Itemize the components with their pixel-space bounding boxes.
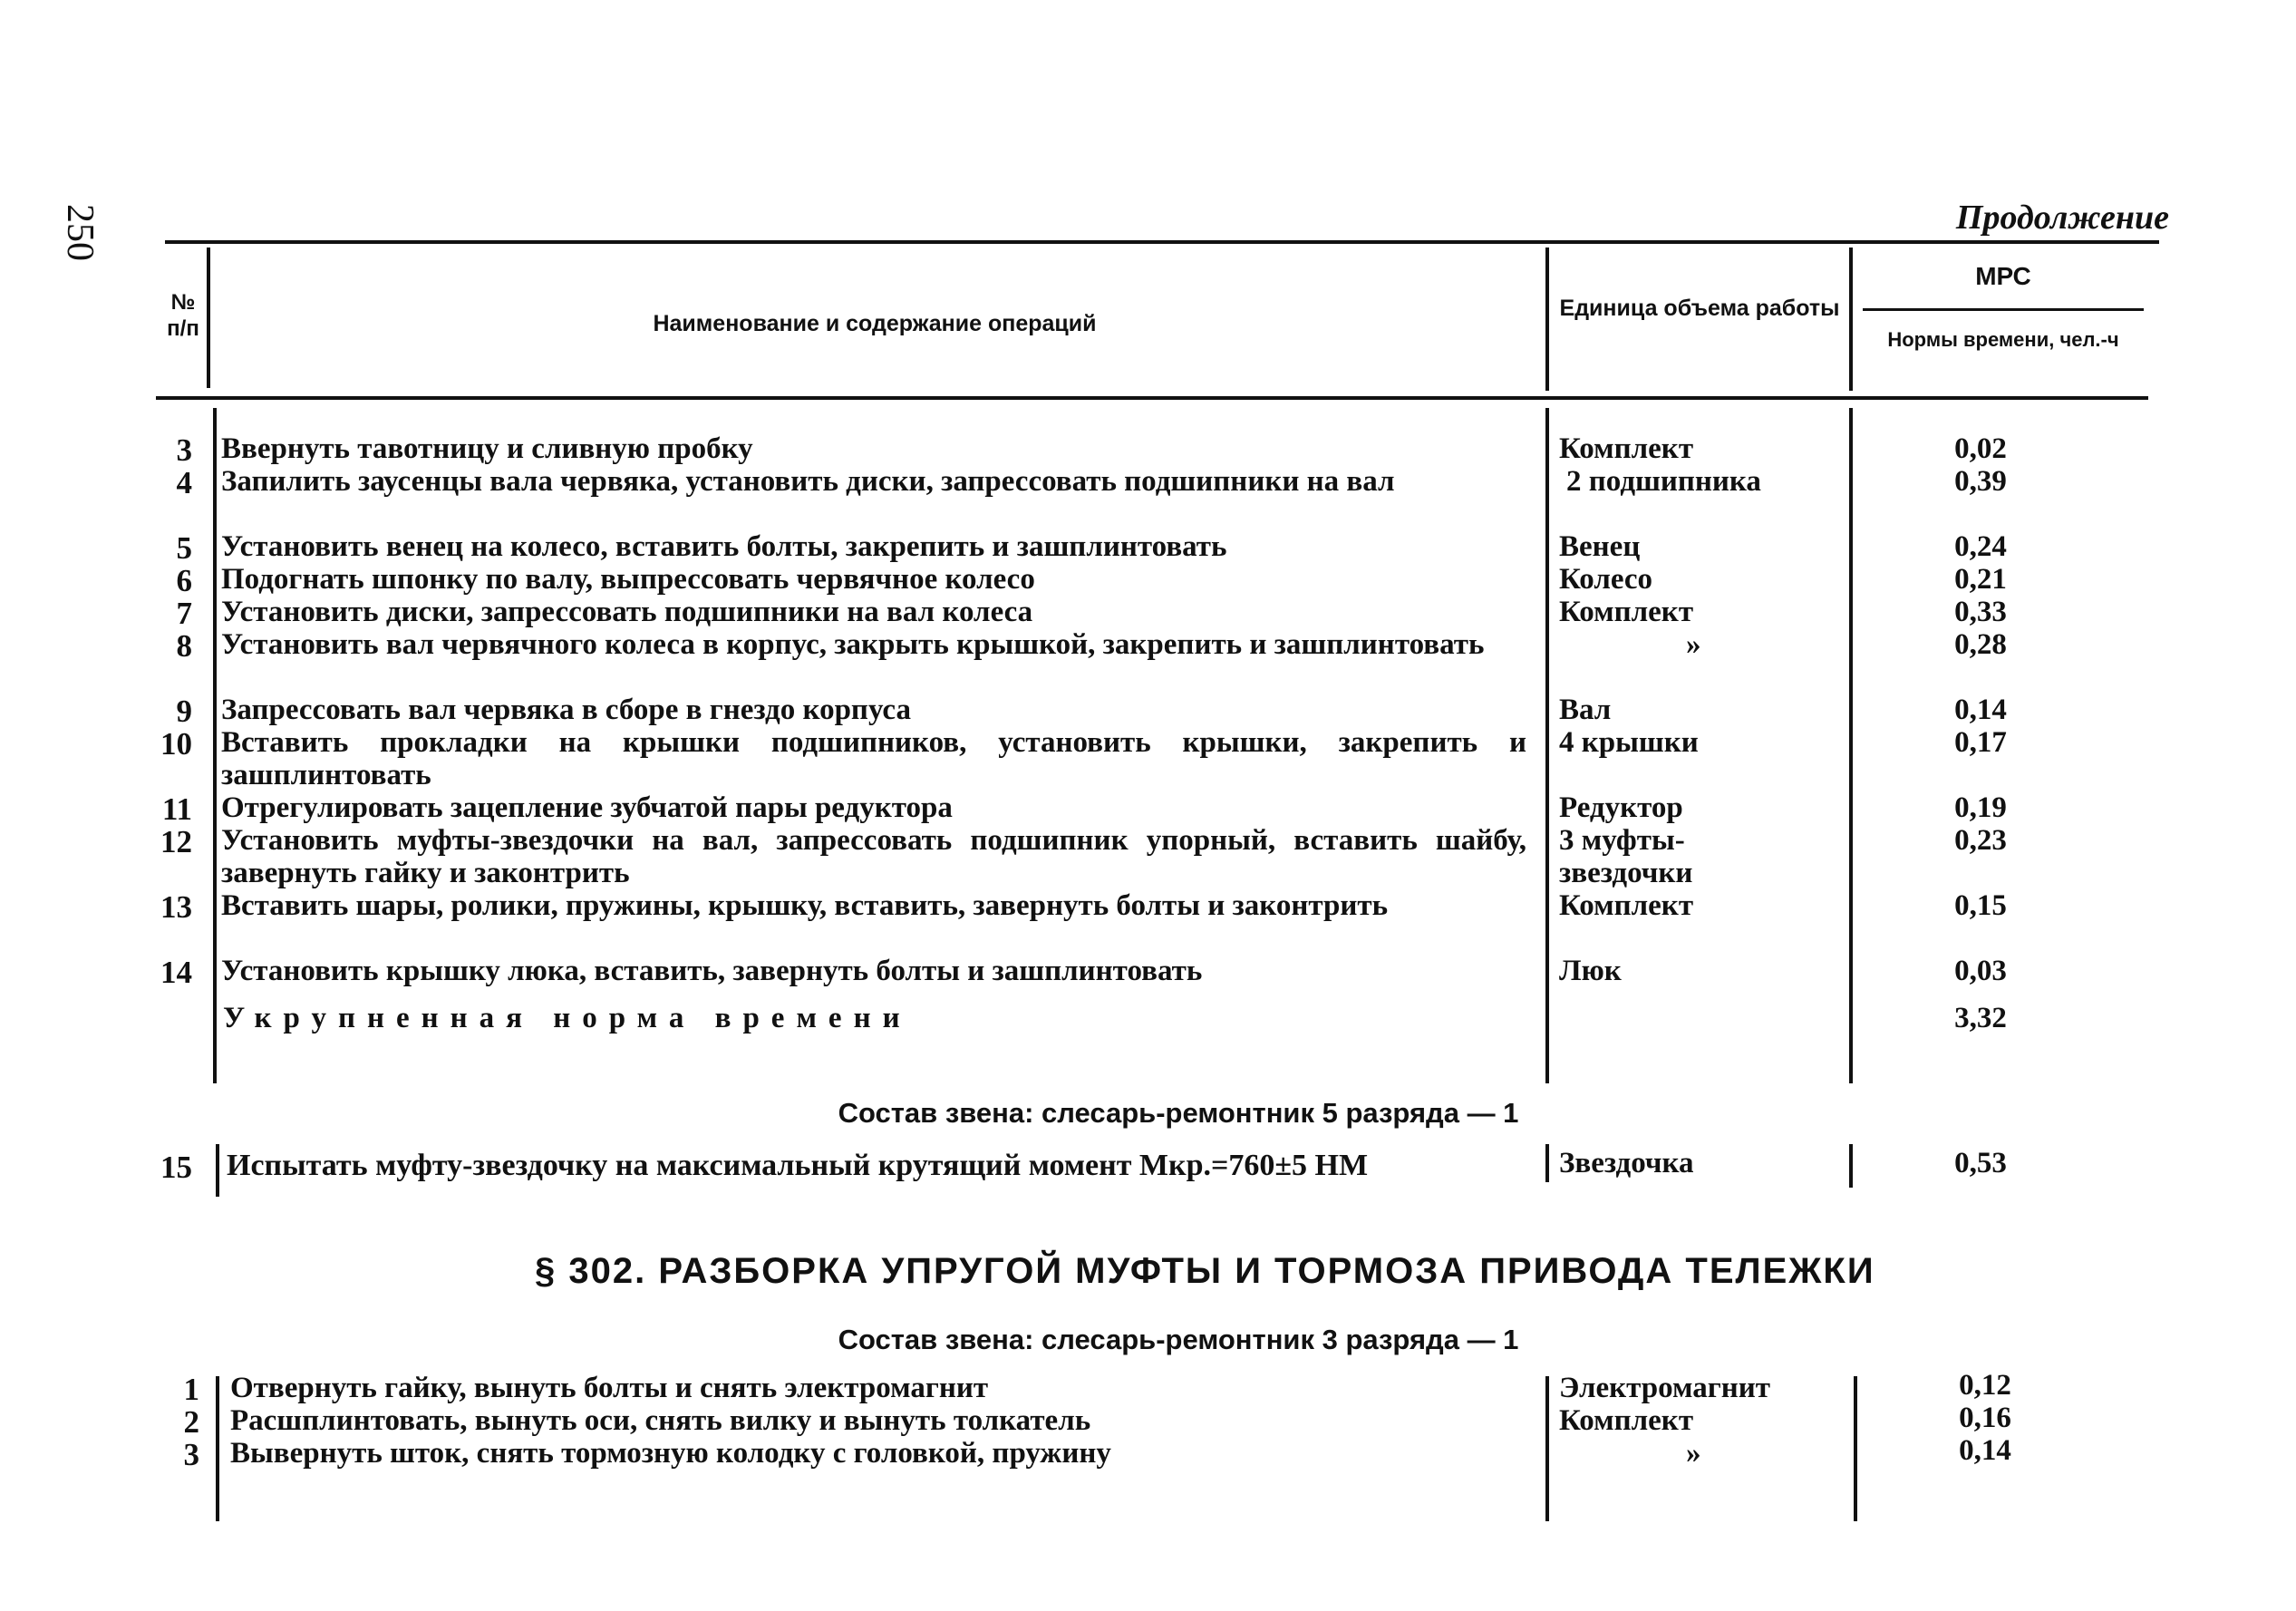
row-number: 12 (160, 824, 192, 859)
row-operation: Установить вал червячного колеса в корпус, закрыть крышкой, закрепить и зашплинтовать (221, 628, 1485, 661)
total-label: Укрупненная норма времени (223, 1002, 912, 1034)
row15-col-rule-1 (216, 1144, 219, 1197)
row-operation: Установить муфты-звездочки на вал, запрессовать подшипник упорный, вставить шайбу, завернуть гайку и законтрить (221, 824, 1526, 889)
row-operation: Вывернуть шток, снять тормозную колодку с головкой, пружину (230, 1437, 1111, 1470)
row-operation: Вставить шары, ролики, пружины, крышку, вставить, завернуть болты и законтрить (221, 889, 1389, 922)
row-operation: Установить диски, запрессовать подшипники на вал колеса (221, 596, 1033, 628)
header-group: МРС (1975, 262, 2031, 290)
row-number: 8 (176, 628, 192, 664)
row-operation: Вставить прокладки на крышки подшипников, установить крышки, закрепить и зашплинтовать (221, 726, 1526, 791)
row-norm: 0,14 (1959, 1434, 2011, 1467)
row-number: 3 (183, 1437, 199, 1472)
body-col-rule-3 (1849, 408, 1853, 1083)
row-number: 7 (176, 596, 192, 631)
row15-col-rule-3 (1849, 1144, 1853, 1188)
row-operation: Запилить заусенцы вала червяка, установить диски, запрессовать подшипники на вал (221, 465, 1395, 498)
row-number: 3 (176, 432, 192, 468)
row-unit: 2 подшипника (1566, 465, 1761, 498)
row-unit: Комплект (1559, 1404, 1694, 1437)
table-top-rule (165, 240, 2159, 244)
row-norm: 0,23 (1954, 824, 2007, 857)
row-unit: Люк (1559, 955, 1622, 987)
row-operation: Отвернуть гайку, вынуть болты и снять электромагнит (230, 1372, 989, 1404)
section-title: § 302. РАЗБОРКА УПРУГОЙ МУФТЫ И ТОРМОЗА ПРИВОДА ТЕЛЕЖКИ (535, 1251, 1875, 1291)
row-norm: 0,53 (1954, 1147, 2007, 1179)
mrs-divider-rule (1863, 308, 2144, 311)
row15-col-rule-2 (1545, 1144, 1549, 1182)
row-norm: 0,24 (1954, 530, 2007, 563)
header-norm: Нормы времени, чел.-ч (1887, 328, 2119, 351)
row-norm: 0,14 (1954, 694, 2007, 726)
row-operation: Установить крышку люка, вставить, завернуть болты и зашплинтовать (221, 955, 1203, 987)
row-unit: 4 крышки (1559, 726, 1699, 759)
row-operation: Запрессовать вал червяка в сборе в гнездо корпуса (221, 694, 911, 726)
row-number: 6 (176, 563, 192, 598)
row-unit: » (1686, 1437, 1701, 1470)
header-name: Наименование и содержание операций (653, 311, 1097, 336)
row-unit: 3 муфты-звездочки (1559, 824, 1693, 889)
row-operation: Ввернуть тавотницу и сливную пробку (221, 432, 753, 465)
table2-col-rule-2 (1545, 1376, 1549, 1521)
row-number: 4 (176, 465, 192, 500)
row-norm: 0,17 (1954, 726, 2007, 759)
row-operation: Отрегулировать зацепление зубчатой пары редуктора (221, 791, 953, 824)
row-operation: Установить венец на колесо, вставить болты, закрепить и зашплинтовать (221, 530, 1227, 563)
row-unit: Редуктор (1559, 791, 1683, 824)
total-norm: 3,32 (1954, 1002, 2007, 1034)
row-norm: 0,39 (1954, 465, 2007, 498)
row-norm: 0,02 (1954, 432, 2007, 465)
row-norm: 0,16 (1959, 1402, 2011, 1434)
continuation-label: Продолжение (1955, 199, 2169, 237)
row-norm: 0,21 (1954, 563, 2007, 596)
crew-composition: Состав звена: слесарь-ремонтник 5 разряда — 1 (838, 1097, 1519, 1129)
row-operation: Расшплинтовать, вынуть оси, снять вилку и вынуть толкатель (230, 1404, 1091, 1437)
row-norm: 0,03 (1954, 955, 2007, 987)
row-number: 2 (183, 1404, 199, 1440)
row-operation: Подогнать шпонку по валу, выпрессовать червячное колесо (221, 563, 1035, 596)
row-number: 9 (176, 694, 192, 729)
row-unit: Электромагнит (1559, 1372, 1770, 1404)
row-number: 11 (161, 791, 192, 827)
row-norm: 0,28 (1954, 628, 2007, 661)
row-unit: Колесо (1559, 563, 1653, 596)
row-unit: Комплект (1559, 432, 1694, 465)
row-number: 13 (160, 889, 192, 925)
row-norm: 0,19 (1954, 791, 2007, 824)
header-unit: Единица объема работы (1559, 296, 1840, 321)
row-norm: 0,15 (1954, 889, 2007, 922)
row-number: 5 (176, 530, 192, 566)
table-header-bottom-rule (156, 396, 2148, 400)
header-num: № п/п (167, 290, 199, 341)
row-norm: 0,12 (1959, 1369, 2011, 1402)
row-number: 10 (160, 726, 192, 762)
row-unit: Комплект (1559, 596, 1694, 628)
row-norm: 0,33 (1954, 596, 2007, 628)
body-col-rule-1 (213, 408, 217, 1083)
row-unit: Комплект (1559, 889, 1694, 922)
row-unit: Вал (1559, 694, 1612, 726)
crew-composition: Состав звена: слесарь-ремонтник 3 разряда — 1 (838, 1324, 1519, 1355)
row-unit: Звездочка (1559, 1147, 1694, 1179)
row-unit: Венец (1559, 530, 1641, 563)
row-number: 14 (160, 955, 192, 990)
header-col-rule-3 (1849, 247, 1853, 391)
table2-col-rule-1 (216, 1376, 219, 1521)
header-col-rule-1 (207, 247, 210, 388)
row-number: 1 (183, 1372, 199, 1407)
header-col-rule-2 (1545, 247, 1549, 391)
table2-col-rule-3 (1854, 1376, 1857, 1521)
row-operation: Испытать муфту-звездочку на максимальный крутящий момент Мкр.=760±5 НМ (227, 1149, 1369, 1182)
page-number: 250 (59, 204, 101, 261)
row-unit: » (1686, 628, 1701, 661)
body-col-rule-2 (1545, 408, 1549, 1083)
row-number: 15 (160, 1150, 192, 1185)
